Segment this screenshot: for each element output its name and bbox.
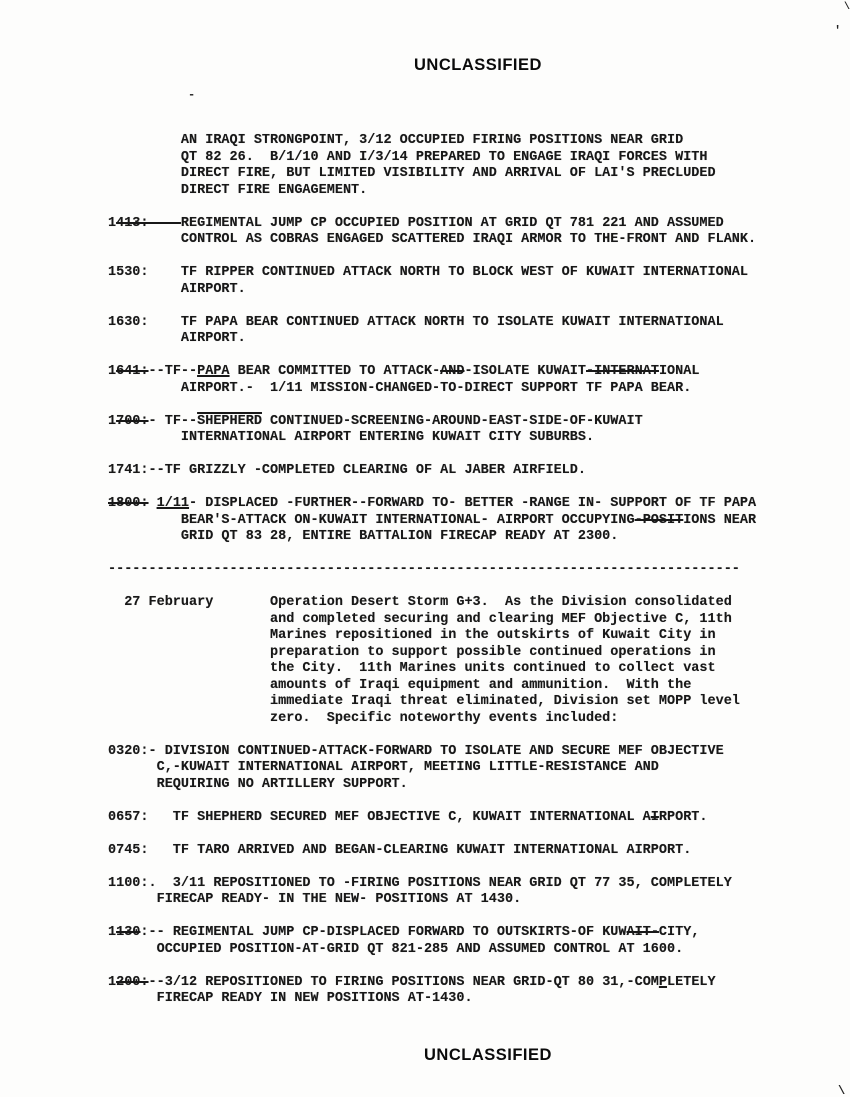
doc-line	[108, 232, 808, 249]
doc-text: ------------------------------------------------------------------------------	[108, 562, 740, 577]
edit-marked-text: 200:	[116, 974, 149, 990]
doc-text: AIRPORT.- 1/11 MISSION-CHANGED-TO-DIRECT SUPPORT TF PAPA BEAR.	[108, 380, 692, 396]
doc-line	[108, 397, 808, 414]
doc-text: 1741:--TF GRIZZLY -COMPLETED CLEARING OF AL JABER AIRFIELD.	[108, 463, 586, 478]
doc-line	[108, 166, 808, 183]
doc-text: RPORT.	[658, 809, 708, 825]
doc-text: AIRPORT.	[108, 331, 246, 346]
edit-marked-text: 413:	[116, 215, 181, 231]
doc-line	[108, 183, 808, 200]
scan-artifact: \	[838, 1084, 846, 1097]
doc-text: REGIMENTAL JUMP CP OCCUPIED POSITION AT GRID QT 781 221 AND ASSUMED	[180, 215, 724, 231]
edit-marked-text: 641:	[116, 364, 149, 379]
doc-line	[108, 744, 808, 761]
doc-text: BEAR COMMITTED TO ATTACK-	[229, 364, 441, 379]
doc-line	[108, 315, 808, 332]
doc-line	[108, 463, 808, 480]
doc-line	[108, 529, 808, 546]
doc-text: 1	[108, 974, 117, 990]
doc-line	[108, 958, 808, 975]
doc-text: 1	[108, 364, 117, 379]
doc-line	[108, 562, 808, 579]
doc-text: 1100:. 3/11 REPOSITIONED TO -FIRING POSITIONS NEAR GRID QT 77 35, COMPLETELY	[108, 875, 732, 891]
doc-line	[108, 150, 808, 167]
doc-text: 0320:- DIVISION CONTINUED-ATTACK-FORWARD TO ISOLATE AND SECURE MEF OBJECTIVE	[108, 743, 724, 759]
scan-artifact: \	[844, 2, 850, 13]
doc-line	[108, 694, 808, 711]
doc-text: BEAR'S-ATTACK ON-KUWAIT INTERNATIONAL- AIRPORT OCCUPYING	[108, 512, 635, 528]
doc-text: 1	[108, 413, 117, 429]
doc-line	[108, 810, 808, 827]
doc-text: preparation to support possible continued operations in	[108, 644, 716, 660]
doc-text: 1530: TF RIPPER CONTINUED ATTACK NORTH TO BLOCK WEST OF KUWAIT INTERNATIONAL	[108, 265, 749, 280]
doc-line	[108, 298, 808, 315]
edit-marked-text: I	[650, 809, 659, 825]
doc-text: --3/12 REPOSITIONED TO FIRING POSITIONS NEAR GRID-QT 80 31,-COM	[148, 974, 659, 990]
doc-text: zero. Specific noteworthy events included:	[108, 710, 619, 726]
doc-line	[108, 826, 808, 843]
doc-text: FIRECAP READY IN NEW POSITIONS AT-1430.	[108, 991, 473, 1006]
doc-line	[108, 859, 808, 876]
doc-text: FIRECAP READY- IN THE NEW- POSITIONS AT 1430.	[108, 892, 522, 907]
doc-line	[108, 513, 808, 530]
doc-line	[108, 727, 808, 744]
doc-line	[108, 546, 808, 563]
doc-text: CITY,	[658, 925, 700, 940]
doc-line	[108, 645, 808, 662]
doc-line	[108, 876, 808, 893]
doc-text: - TF--	[148, 413, 198, 429]
edit-marked-text: 1/11	[156, 496, 190, 511]
doc-text: CONTINUED-SCREENING-AROUND-EAST-SIDE-OF-KUWAIT	[261, 413, 643, 429]
doc-text: GRID QT 83 28, ENTIRE BATTALION FIRECAP READY AT 2300.	[108, 529, 619, 544]
doc-text: IONAL	[658, 364, 700, 379]
scan-artifact: '	[834, 24, 842, 38]
doc-line	[108, 628, 808, 645]
edit-marked-text: P	[658, 974, 668, 990]
document-body	[108, 133, 808, 1008]
doc-line	[108, 381, 808, 398]
doc-text: 0657: TF SHEPHERD SECURED MEF OBJECTIVE C, KUWAIT INTERNATIONAL A	[108, 809, 651, 825]
doc-text: DIRECT FIRE, BUT LIMITED VISIBILITY AND ARRIVAL OF LAI'S PRECLUDED	[108, 166, 716, 181]
doc-line	[108, 430, 808, 447]
doc-line	[108, 942, 808, 959]
edit-marked-text: 130	[116, 925, 141, 940]
doc-text: the City. 11th Marines units continued to collect vast	[108, 661, 716, 676]
doc-line	[108, 265, 808, 282]
edit-marked-text: SHEPHERD	[197, 413, 262, 429]
doc-line	[108, 909, 808, 926]
doc-line	[108, 843, 808, 860]
doc-line	[108, 447, 808, 464]
doc-line	[108, 480, 808, 497]
edit-marked-text: 700:	[116, 413, 149, 429]
doc-text: AN IRAQI STRONGPOINT, 3/12 OCCUPIED FIRING POSITIONS NEAR GRID	[108, 133, 684, 148]
doc-line	[108, 199, 808, 216]
doc-line	[108, 711, 808, 728]
doc-line	[108, 364, 808, 381]
doc-text: immediate Iraqi threat eliminated, Division set MOPP level	[108, 694, 740, 709]
doc-text: 1	[108, 215, 117, 231]
edit-marked-text: PAPA	[197, 364, 230, 379]
doc-line	[108, 282, 808, 299]
classification-header: UNCLASSIFIED	[414, 56, 542, 74]
doc-text: REQUIRING NO ARTILLERY SUPPORT.	[108, 776, 408, 792]
doc-line	[108, 133, 808, 150]
doc-line	[108, 249, 808, 266]
edit-marked-text: 1800:	[108, 496, 149, 511]
doc-text: IONS NEAR	[683, 512, 757, 528]
doc-text: DIRECT FIRE ENGAGEMENT.	[108, 182, 368, 198]
doc-text: QT 82 26. B/1/10 AND I/3/14 PREPARED TO ENGAGE IRAQI FORCES WITH	[108, 149, 708, 165]
doc-line	[108, 661, 808, 678]
edit-marked-text: -INTERNAT	[586, 364, 659, 379]
doc-line	[108, 595, 808, 612]
doc-text: 0745: TF TARO ARRIVED AND BEGAN-CLEARING KUWAIT INTERNATIONAL AIRPORT.	[108, 842, 692, 858]
doc-line	[108, 777, 808, 794]
doc-line	[108, 760, 808, 777]
edit-marked-text: AIT-	[626, 925, 659, 940]
doc-line	[108, 496, 808, 513]
doc-text: and completed securing and clearing MEF Objective C, 11th	[108, 611, 732, 627]
doc-line	[108, 579, 808, 596]
doc-line	[108, 414, 808, 431]
doc-line	[108, 216, 808, 233]
doc-text: OCCUPIED POSITION-AT-GRID QT 821-285 AND ASSUMED CONTROL AT 1600.	[108, 941, 684, 957]
doc-text: INTERNATIONAL AIRPORT ENTERING KUWAIT CITY SUBURBS.	[108, 430, 595, 445]
doc-text: Marines repositioned in the outskirts of Kuwait City in	[108, 628, 716, 643]
doc-line	[108, 612, 808, 629]
edit-marked-text: AND	[440, 364, 465, 379]
doc-line	[108, 678, 808, 695]
doc-text: - DISPLACED -FURTHER--FORWARD TO- BETTER -RANGE IN- SUPPORT OF TF PAPA	[189, 496, 757, 511]
doc-text: amounts of Iraqi equipment and ammunition. With the	[108, 677, 692, 693]
doc-text: LETELY	[667, 974, 716, 990]
doc-text: -ISOLATE KUWAIT	[464, 364, 587, 379]
doc-text: 1	[108, 925, 117, 940]
doc-line	[108, 925, 808, 942]
doc-text	[149, 496, 157, 511]
doc-line	[108, 348, 808, 365]
doc-text: 27 February Operation Desert Storm G+3. As the Division consolidated	[108, 595, 732, 610]
doc-line	[108, 975, 808, 992]
edit-marked-text: -POSIT	[634, 512, 684, 528]
doc-text: 1630: TF PAPA BEAR CONTINUED ATTACK NORTH TO ISOLATE KUWAIT INTERNATIONAL	[108, 314, 724, 330]
scan-artifact: -	[188, 88, 196, 102]
classification-footer: UNCLASSIFIED	[424, 1046, 552, 1064]
doc-line	[108, 892, 808, 909]
doc-text: CONTROL AS COBRAS ENGAGED SCATTERED IRAQI ARMOR TO THE-FRONT AND FLANK.	[108, 232, 757, 247]
doc-line	[108, 793, 808, 810]
doc-text: :-- REGIMENTAL JUMP CP-DISPLACED FORWARD TO OUTSKIRTS-OF KUW	[140, 925, 627, 940]
doc-line	[108, 991, 808, 1008]
doc-line	[108, 331, 808, 348]
doc-text: C,-KUWAIT INTERNATIONAL AIRPORT, MEETING LITTLE-RESISTANCE AND	[108, 760, 659, 775]
doc-text: AIRPORT.	[108, 281, 246, 297]
doc-text: --TF--	[148, 364, 198, 379]
